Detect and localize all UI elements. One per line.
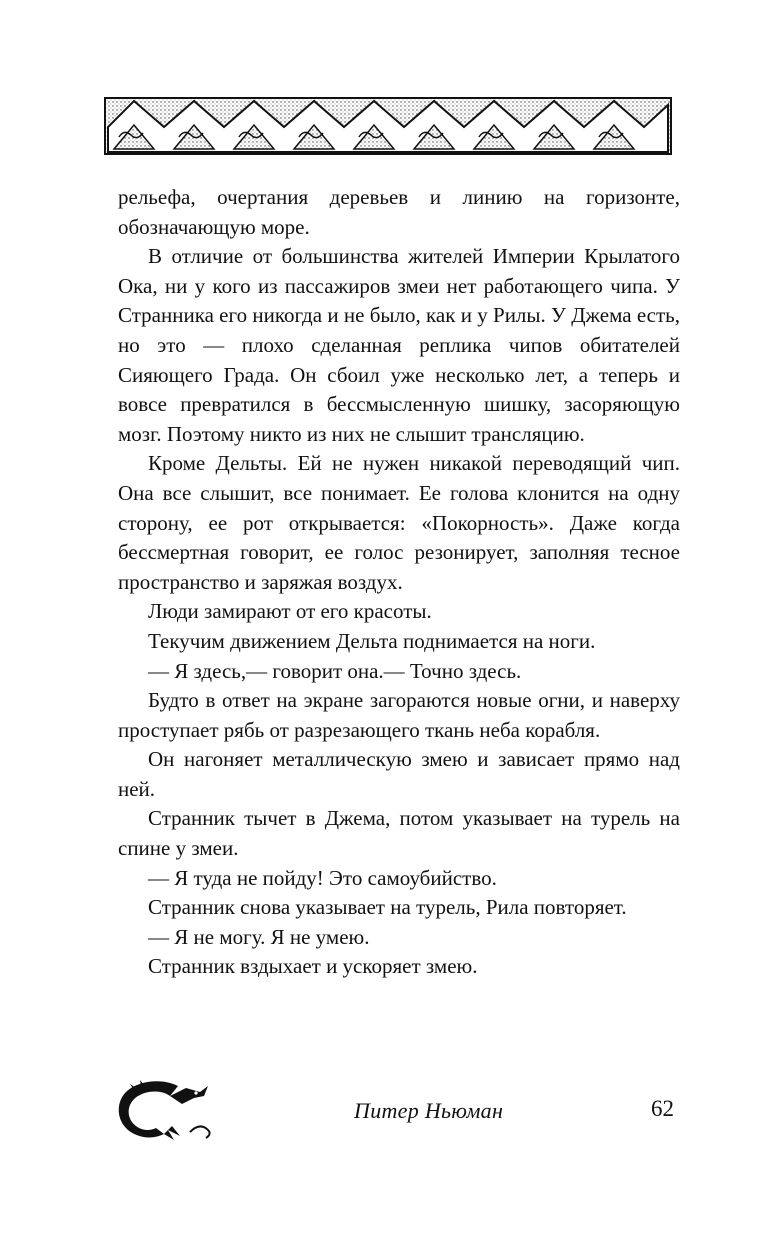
body-text [118,183,680,982]
paragraph: Будто в ответ на экране загораются новые огни, и наверху проступает рябь от разрезающего ткань неба корабля. [118,688,680,742]
paragraph: — Я здесь,— говорит она.— Точно здесь. [148,658,522,683]
paragraph: Кроме Дельты. Ей не нужен никакой переводящий чип. Она все слышит, все понимает. Ее голова клонится на одну сторону, ее рот открывается: «Покорность». Даже когда бессмертная говорит, ее голос резонирует, заполняя тесное пространство и заряжая воздух. [118,451,680,594]
paragraph-continuation: рельефа, очертания деревьев и линию на горизонте, обозначающую море. [118,185,680,239]
paragraph: Странник тычет в Джема, потом указывает на турель на спине у змеи. [118,806,680,861]
paragraph: Странник снова указывает на турель, Рила повторяет. [148,895,627,920]
paragraph: — Я не могу. Я не умею. [148,924,370,949]
header-ornament [104,97,672,155]
page-footer [104,1070,680,1150]
paragraph: Он нагоняет металлическую змею и зависает прямо над ней. [118,747,680,801]
paragraph: Люди замирают от его красоты. [148,599,432,624]
paragraph: — Я туда не пойду! Это самоубийство. [148,865,497,890]
dragon-icon [108,1076,218,1146]
paragraph: Странник вздыхает и ускоряет змею. [148,954,478,979]
author-name: Питер Ньюман [354,1098,504,1123]
page-number: 62 [651,1096,674,1121]
paragraph: Текучим движением Дельта поднимается на ноги. [148,628,596,653]
paragraph: В отличие от большинства жителей Империи Крылатого Ока, ни у кого из пассажиров змеи нет работающего чипа. У Странника его никогда и не было, как и у Рилы. У Джема есть, но это — плохо сделанная реплика чипов обитателей Сияющего Града. Он сбоил уже несколько лет, а теперь и вовсе превратился в бессмысленную шишку, засоряющую мозг. Поэтому никто из них не слышит трансляцию. [118,244,680,446]
